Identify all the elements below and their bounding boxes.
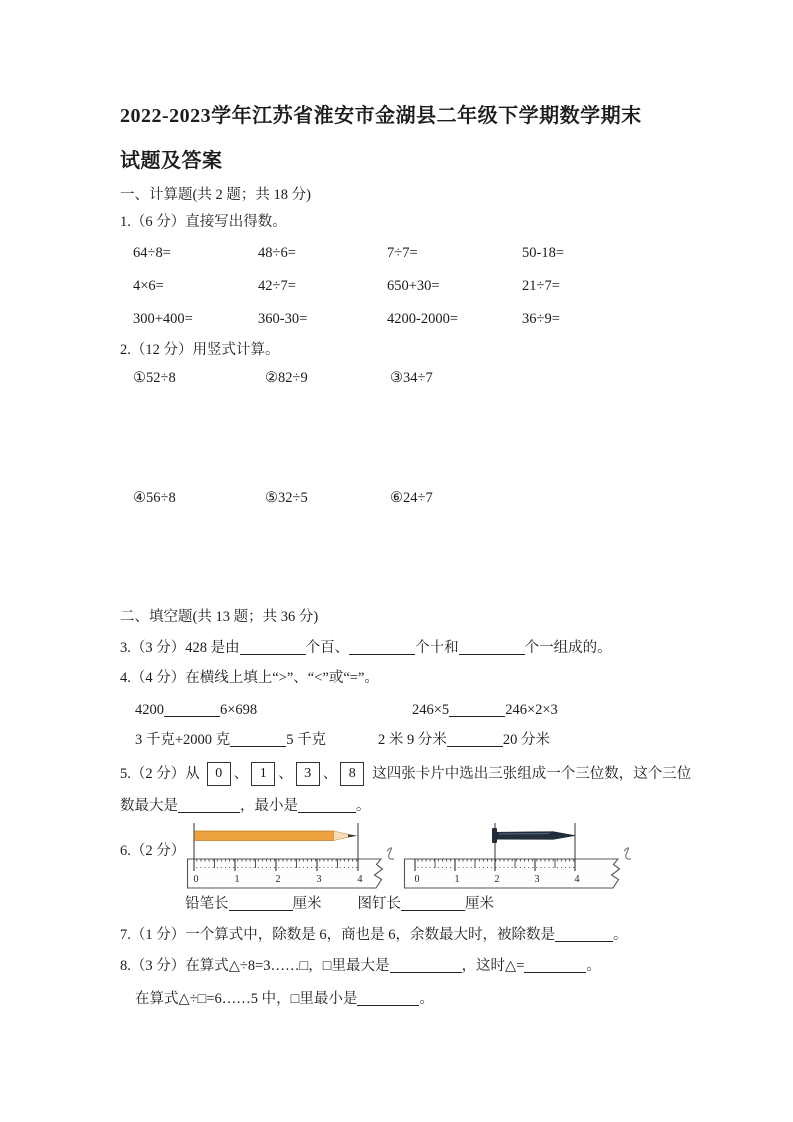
q4-expr: 6×698 [220,702,258,718]
svg-text:3: 3 [316,874,322,885]
equation: ③34÷7 [390,370,433,386]
equation: 360-30= [258,311,308,327]
svg-text:1: 1 [454,874,460,885]
q5-seg: ，最小是 [240,798,298,814]
q6-ans-seg: 厘米 [465,896,494,912]
q4-expr: 246×5 [412,702,450,718]
q7-text [120,925,721,945]
blank-answer-line [524,958,586,973]
q4-compare-row-2 [120,731,721,750]
equation: ②82÷9 [265,370,308,386]
q4-pair [135,731,378,750]
q8-seg: 在算式△÷□=6……5 中，□里最小是 [135,991,358,1007]
blank-answer-line [349,640,415,655]
blank-answer-line [298,798,356,813]
svg-text:4: 4 [357,874,363,885]
blank-answer-line [230,732,286,747]
card-separator: 、 [233,766,249,782]
blank-answer-line [164,702,220,717]
equation: 300+400= [133,311,193,327]
equation: ⑤32÷5 [265,490,308,506]
q8-seg: 8.（3 分）在算式△÷8=3……□，□里最大是 [120,958,390,974]
q5-seg: 数最大是 [120,798,178,814]
q3-seg2: 个百、 [305,640,350,656]
equation: 50-18= [522,245,565,261]
q1-equations [120,243,721,329]
equation: 64÷8= [133,245,171,261]
q4-compare-row-1 [120,701,721,720]
blank-answer-line [229,896,293,911]
q4-expr: 5 千克 [286,732,327,748]
equation: 36÷9= [522,311,560,327]
card-separator: 、 [322,766,338,782]
svg-text:4: 4 [574,874,580,885]
q3-seg1: 3.（3 分）428 是由 [120,640,240,656]
q5-line-2 [120,796,721,816]
blank-answer-line [555,927,613,942]
q5-seg: 。 [356,798,371,814]
blank-answer-line [178,798,240,813]
title-line-2: 试题及答案 [120,150,223,172]
blank-answer-line [357,991,419,1006]
q5-suffix: 这四张卡片中选出三张组成一个三位数，这个三位 [372,766,692,782]
q6-label: 6.（2 分） [120,843,186,859]
equation: 21÷7= [522,278,560,294]
section1-heading: 一、计算题(共 2 题；共 18 分) [120,187,311,203]
q4-expr: 2 米 9 分米 [378,732,447,748]
q4-pair [378,731,550,750]
q1-label: 1.（6 分）直接写出得数。 [120,214,287,230]
q2-row-2 [120,488,721,508]
q6-ans-seg: 图钉长 [357,896,401,912]
blank-answer-line [390,958,462,973]
q4-pair [135,701,412,720]
q4-pair [412,701,558,720]
equation: ④56÷8 [133,490,176,506]
ruler-break-squiggle [624,848,631,859]
nail-ruler-figure [401,819,635,891]
nail-icon [492,828,575,843]
svg-text:0: 0 [414,874,420,885]
q2-row-1 [120,368,721,388]
svg-text:2: 2 [275,874,281,885]
svg-text:2: 2 [494,874,500,885]
equation: 4×6= [133,278,164,294]
card-separator: 、 [278,766,293,782]
q6-answer-line [120,894,721,914]
blank-answer-line [459,640,525,655]
q7-seg: 7.（1 分）一个算式中，除数是 6，商也是 6，余数最大时，被除数是 [120,927,555,943]
q4-expr: 3 千克+2000 克 [135,732,231,748]
equation: 650+30= [387,278,440,294]
equation: ①52÷8 [133,370,176,386]
ruler-break-squiggle [387,848,394,859]
q5-prefix: 5.（2 分）从 [120,766,200,782]
equation: 4200-2000= [387,311,459,327]
q4-expr: 4200 [135,702,164,718]
q8-line-2 [120,989,721,1009]
page-title [120,101,721,176]
q3-text [120,637,721,659]
section2-heading: 二、填空题(共 13 题；共 36 分) [120,609,319,625]
svg-text:0: 0 [193,874,199,885]
q8-seg: ，这时△= [461,958,525,974]
q8-seg: 。 [586,958,601,974]
blank-answer-line [449,702,505,717]
title-line-1: 2022-2023学年江苏省淮安市金湖县二年级下学期数学期末 [120,105,642,127]
svg-text:1: 1 [234,874,240,885]
q3-seg3: 个十和 [415,640,459,656]
q7-seg: 。 [613,927,628,943]
q8-line-1 [120,956,721,976]
q4-label: 4.（4 分）在横线上填上“>”、“<”或“=”。 [120,670,379,686]
q3-seg4: 个一组成的。 [524,640,612,656]
equation: 7÷7= [387,245,418,261]
q6-ans-seg: 厘米 [292,896,322,912]
q6-figure-row [120,819,721,891]
q6-ans-seg: 铅笔长 [185,896,229,912]
q8-seg: 。 [419,991,434,1007]
blank-answer-line [447,732,503,747]
blank-answer-line [240,640,306,655]
number-card: 3 [296,762,320,786]
q4-expr: 20 分米 [502,732,550,748]
svg-text:3: 3 [534,874,540,885]
number-card: 1 [251,762,275,786]
pencil-ruler-figure [184,819,398,891]
q2-label: 2.（12 分）用竖式计算。 [120,342,280,358]
equation: 48÷6= [258,245,296,261]
number-card: 8 [340,762,364,786]
equation: ⑥24÷7 [390,490,433,506]
q4-expr: 246×2×3 [505,702,558,718]
q5-line-1 [120,762,721,786]
equation: 42÷7= [258,278,296,294]
q5-number-cards [206,762,366,786]
blank-answer-line [401,896,465,911]
pencil-icon [195,831,358,841]
number-card: 0 [207,762,231,786]
